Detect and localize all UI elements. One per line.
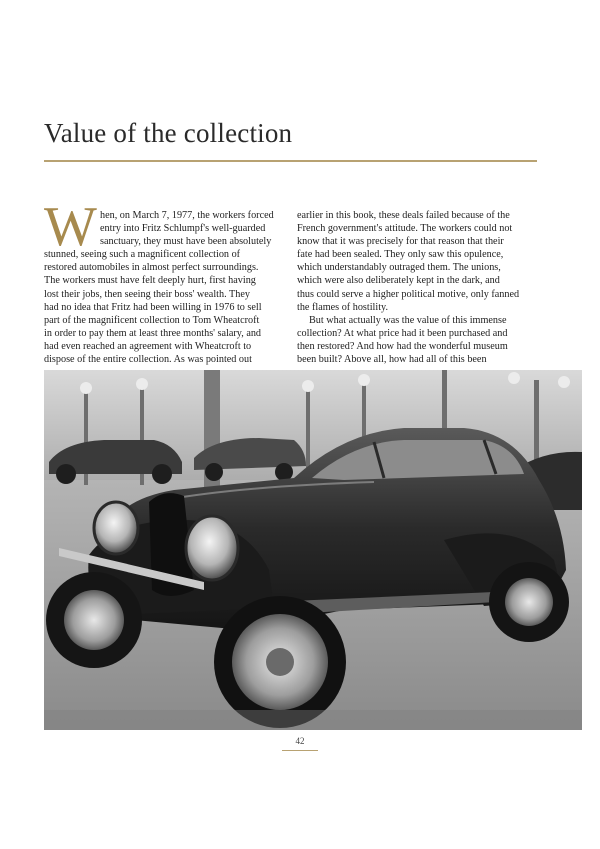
text-line: entry into Fritz Schlumpf's well-guarded <box>100 223 266 235</box>
text-line: part of the magnificent collection to Tom Wheatcroft <box>44 314 260 326</box>
text-line: which understandably outraged them. The unions, <box>297 262 501 274</box>
text-line: sanctuary, they must have been absolutely <box>100 236 272 248</box>
text-line: collection? At what price had it been purchased and <box>297 327 508 339</box>
text-line: dispose of the entire collection. As was pointed out <box>44 354 252 366</box>
text-line: restored automobiles in almost perfect surroundings. <box>44 262 259 274</box>
text-line: know that it was precisely for that reason that their <box>297 236 504 248</box>
car-photo <box>44 370 582 730</box>
drop-cap: W <box>44 196 97 258</box>
text-line: hen, on March 7, 1977, the workers forced <box>100 210 274 221</box>
page-title: Value of the collection <box>44 118 293 148</box>
text-line: stunned, seeing such a magnificent collection of <box>44 249 241 261</box>
text-line: had no idea that Fritz had been willing in 1976 to sell <box>44 301 262 313</box>
text-line: which were also deliberately kept in the dark, and <box>297 275 500 287</box>
text-line: fate had been sealed. They only saw this opulence, <box>297 249 504 261</box>
text-line: French government's attitude. The workers could not <box>297 223 513 235</box>
text-line: then restored? And how had the wonderful museum <box>297 340 508 352</box>
text-line: The workers must have felt deeply hurt, first having <box>44 275 256 287</box>
page-number-rule <box>282 750 318 751</box>
text-line: lost their jobs, then seeing their boss' wealth. They <box>44 288 250 300</box>
text-line: had even reached an agreement with Wheatcroft to <box>44 340 252 352</box>
right-column <box>297 209 537 366</box>
vintage-car-image <box>44 370 582 730</box>
title-rule <box>44 160 537 162</box>
text-line: earlier in this book, these deals failed because of the <box>297 210 510 221</box>
text-line: the flames of hostility. <box>297 301 389 313</box>
left-column <box>44 209 284 366</box>
text-line: But what actually was the value of this immense <box>309 314 507 326</box>
text-line: in order to pay them at least three months' salary, and <box>44 327 262 339</box>
page-number: 42 <box>295 736 305 746</box>
text-line: been built? Above all, how had all of this been <box>297 354 487 366</box>
text-line: thus could serve a higher political motive, only fanned <box>297 288 520 300</box>
